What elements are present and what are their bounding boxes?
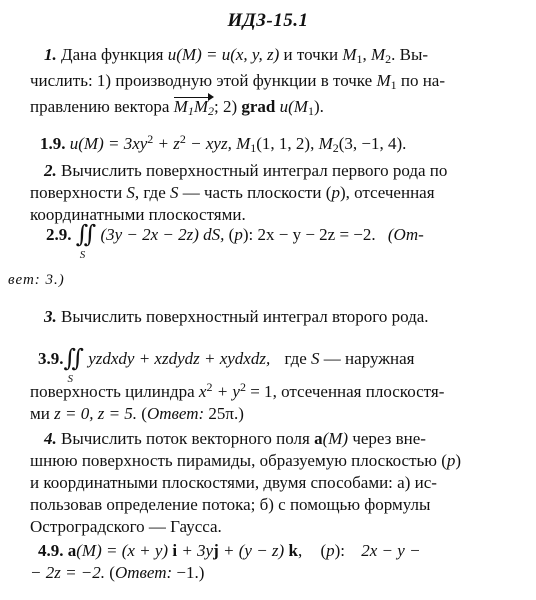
task-4-line-3 [30, 472, 518, 494]
plane-equation: 2x − y − [361, 541, 421, 560]
plane-symbol: p [446, 451, 456, 470]
point-m2-sub: 2 [332, 141, 339, 155]
unit-vector-i: i [172, 541, 178, 560]
vector-point-sub: 2 [207, 104, 214, 118]
exercise-2-9 [46, 222, 534, 261]
exercise-3-9 [38, 346, 526, 385]
exercise-1-9-line [40, 128, 528, 159]
exponent: 2 [147, 132, 154, 146]
task-2-line-1 [30, 160, 518, 182]
vector-field-formula: (M) = (x + y) [76, 541, 173, 560]
unit-vector-j: j [213, 541, 219, 560]
task-2-text: поверхности [30, 183, 127, 202]
answer-part-2: вет: 3.) [8, 272, 65, 288]
task-3-text: Вычислить поверхностный интеграл второго рода. [56, 307, 429, 326]
exercise-1-9-number: 1.9. [40, 134, 66, 153]
exercise-3-9-text: , отсеченная плоскостя- [272, 382, 445, 401]
point-m2: M [318, 134, 333, 153]
point-m1-sub: 1 [250, 141, 257, 155]
task-1-formula: u(M) = u(x, y, z) [167, 45, 280, 64]
task-4-text: и координатными плоскостями, двумя способами: а) ис- [30, 473, 437, 492]
vector-field-symbol: a [63, 541, 77, 560]
exercise-2-9-number: 2.9. [46, 225, 72, 244]
task-3-line [30, 306, 518, 328]
integral-subscript: S [67, 373, 73, 385]
surface-symbol: S [311, 349, 320, 368]
task-4-line-5 [30, 516, 518, 538]
exercise-3-9-text: ми [30, 404, 55, 423]
exercise-3-9-line-3 [30, 403, 518, 425]
exercise-4-9-line-2 [30, 562, 518, 584]
exercise-2-9-answer [8, 268, 496, 291]
grad-operator: grad [241, 97, 276, 116]
exercise-3-9-text: поверхность цилиндра [30, 382, 199, 401]
task-1-line-1 [30, 44, 518, 70]
integrand: (3y − 2x − 2z) dS, [96, 225, 225, 244]
task-4-formula: (M) [322, 429, 349, 448]
task-2-text: ), отсеченная [339, 183, 435, 202]
exercise-4-9-number: 4.9. [38, 541, 64, 560]
surface-symbol: S [170, 183, 179, 202]
answer-value: 25π.) [204, 404, 244, 423]
task-1-text: правлению вектора [30, 97, 174, 116]
exercise-2-9-line [46, 222, 534, 261]
plane-symbol: p [326, 541, 335, 560]
exercise-4-9-cont [30, 562, 518, 584]
task-4-text: шнюю поверхность пирамиды, образуемую плоскостью ( [30, 451, 447, 470]
point-m2-coords: (3, −1, 4). [338, 134, 407, 153]
point-m1: M [236, 134, 251, 153]
vector-field-formula: + (y − z) [218, 541, 289, 560]
integral-subscript: S [79, 249, 86, 261]
plane-text: ): [334, 541, 345, 560]
exercise-4-9-line-1 [38, 540, 526, 562]
plane-equation: ): 2x − y − 2z = −2. [242, 225, 376, 244]
task-3 [30, 306, 518, 328]
task-2-text: — часть плоскости ( [178, 183, 332, 202]
task-1-point-sub: 1 [390, 78, 397, 92]
vector-point: M [193, 97, 208, 116]
bounding-planes: z = 0, z = 5. [54, 404, 138, 423]
exercise-3-9-line-1 [38, 346, 526, 385]
task-4-line-1 [30, 428, 518, 450]
exercise-3-9-text: ( [137, 404, 147, 423]
answer-label: Ответ: [146, 404, 205, 423]
exercise-4-9 [38, 540, 526, 562]
surface-integral [63, 346, 84, 385]
exercise-3-9-line-2 [30, 376, 518, 403]
point-m1-coords: (1, 1, 2), [256, 134, 319, 153]
vector-field-symbol: a [314, 429, 323, 448]
plane-text: ( [224, 225, 235, 244]
exercise-4-9-text: ( [105, 563, 115, 582]
answer-label: Ответ: [114, 563, 173, 582]
exercise-1-9-formula: u(M) = 3xy [65, 134, 148, 153]
task-1-number: 1. [44, 45, 57, 64]
task-4-text: через вне- [348, 429, 426, 448]
task-2 [30, 160, 518, 226]
task-1-point: M [376, 71, 391, 90]
exponent: 2 [179, 132, 186, 146]
task-1-point-sub: 1 [307, 104, 314, 118]
exercise-1-9-formula: − xyz, [185, 134, 237, 153]
plane-equation: − 2z = −2. [30, 563, 106, 582]
task-3-number: 3. [44, 307, 57, 326]
task-4-text: пользовав определение потока; б) с помощью формулы [30, 495, 431, 514]
task-1-point-sub: 1 [356, 52, 363, 66]
task-4-text: ) [455, 451, 462, 470]
task-1-text: и точки [279, 45, 343, 64]
exercise-3-9-number: 3.9. [38, 349, 64, 368]
vector-arrow [174, 96, 214, 122]
task-1-formula: u(M [275, 97, 308, 116]
plane-text: ( [320, 541, 327, 560]
exercise-3-9-cont [30, 376, 518, 425]
exponent: 2 [239, 380, 246, 394]
task-2-line-2 [30, 182, 518, 204]
task-4-text: Остроградского — Гаусса. [30, 517, 222, 536]
vector-point-sub: 1 [187, 104, 194, 118]
answer-value: −1.) [172, 563, 205, 582]
task-4-line-4 [30, 494, 518, 516]
task-4 [30, 428, 518, 538]
task-1-text: ; 2) [213, 97, 242, 116]
task-4-text: Вычислить поток векторного поля [56, 429, 315, 448]
answer-part-1: (От- [387, 225, 424, 244]
task-1-line-2 [30, 70, 518, 96]
surface-symbol: S [126, 183, 135, 202]
task-1-text: по на- [396, 71, 446, 90]
task-1-line-3 [30, 96, 518, 122]
task-1-text: . Вы- [391, 45, 429, 64]
page-title: ИДЗ-15.1 [227, 10, 309, 31]
exercise-1-9-formula: + z [153, 134, 180, 153]
task-2-text: , где [134, 183, 170, 202]
surface-integral [75, 222, 96, 261]
cylinder-formula: = 1 [245, 382, 273, 401]
double-integral-sign: ∬ [75, 222, 91, 248]
task-2-text: координатными плоскостями. [30, 205, 246, 224]
exercise-3-9-text: — наружная [319, 349, 415, 368]
plane-symbol: p [331, 183, 340, 202]
double-integral-sign: ∬ [63, 346, 78, 372]
task-1-text: Дана функция [56, 45, 168, 64]
exponent: 2 [206, 380, 213, 394]
task-1-text: ). [313, 97, 324, 116]
exercise-3-9-text: где [284, 349, 312, 368]
exercise-1-9 [40, 128, 528, 159]
cylinder-formula: + y [212, 382, 240, 401]
task-1-text: числить: 1) производную этой функции в точке [30, 71, 377, 90]
task-4-number: 4. [44, 429, 57, 448]
task-1-point: M [342, 45, 357, 64]
task-4-line-2 [30, 450, 518, 472]
vector-field-formula: + 3y [177, 541, 214, 560]
task-1 [30, 44, 518, 122]
task-2-number: 2. [44, 161, 57, 180]
task-2-line-3 [30, 204, 518, 226]
vector-field-formula: , [297, 541, 303, 560]
vector-point: M [173, 97, 188, 116]
plane-symbol: p [234, 225, 243, 244]
cylinder-formula: x [198, 382, 207, 401]
unit-vector-k: k [288, 541, 298, 560]
task-2-text: Вычислить поверхностный интеграл первого рода по [56, 161, 448, 180]
integrand: yzdxdy + xzdydz + xydxdz, [83, 349, 271, 368]
task-1-point-sub: 2 [385, 52, 392, 66]
task-1-point: M [371, 45, 386, 64]
task-1-text: , [362, 45, 371, 64]
